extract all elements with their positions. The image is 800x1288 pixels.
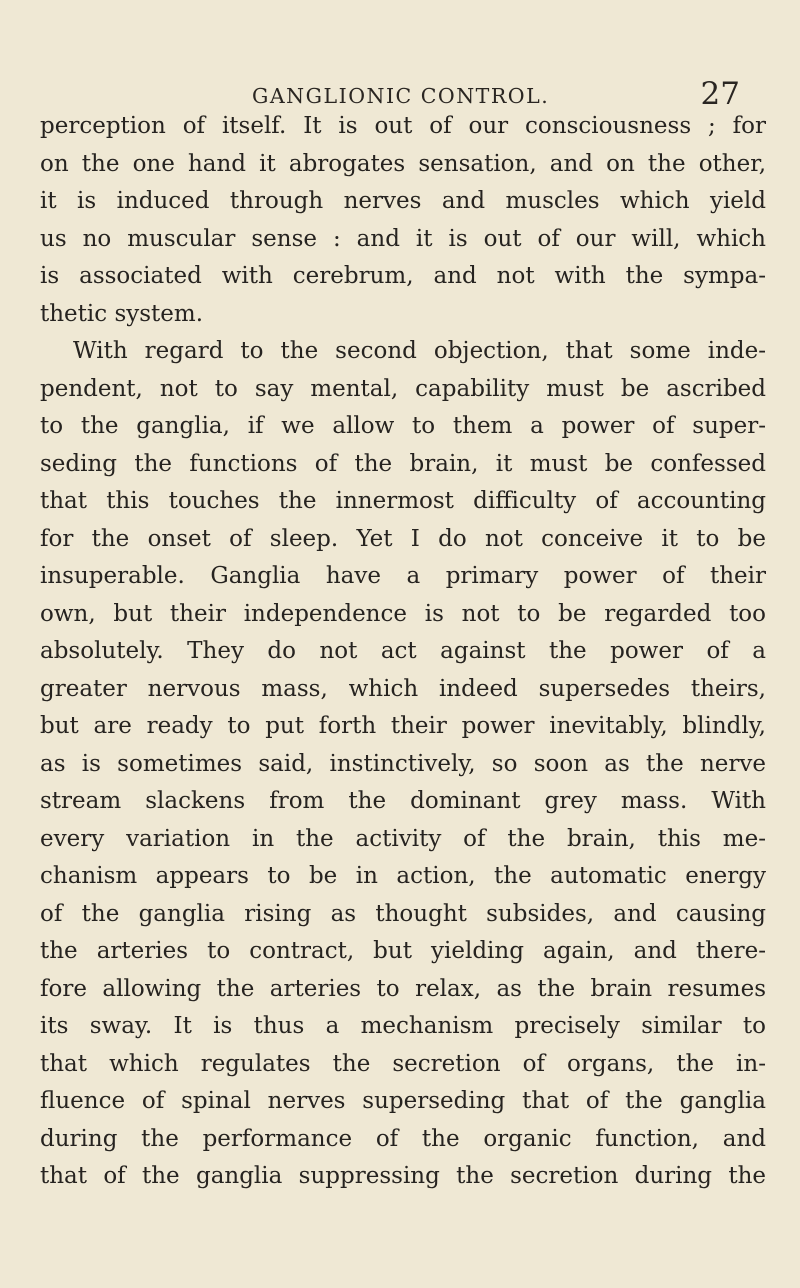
text-line: fore allowing the arteries to relax, as the brain resumes <box>40 975 766 1002</box>
text-line: as is sometimes said, instinctively, so soon as the nerve <box>40 750 766 777</box>
text-line: seding the functions of the brain, it must be confessed <box>40 450 766 477</box>
body-text <box>40 108 766 1196</box>
text-line: greater nervous mass, which indeed supersedes theirs, <box>40 675 766 702</box>
text-line: that which regulates the secretion of organs, the in- <box>40 1050 766 1077</box>
text-line: thetic system. <box>40 300 204 327</box>
text-line: perception of itself. It is out of our consciousness ; for <box>40 113 766 139</box>
text-line: of the ganglia rising as thought subsides, and causing <box>40 900 766 927</box>
text-line: but are ready to put forth their power inevitably, blindly, <box>40 713 766 739</box>
text-line: that this touches the innermost difficulty of accounting <box>40 488 766 514</box>
text-line: insuperable. Ganglia have a primary power of their <box>40 563 766 589</box>
text-line: absolutely. They do not act against the power of a <box>40 638 766 664</box>
text-line: chanism appears to be in action, the automatic energy <box>40 863 766 889</box>
paragraph-start-line: With regard to the second objection, that some inde- <box>73 338 766 364</box>
text-line: us no muscular sense : and it is out of our will, which <box>40 225 766 252</box>
text-line: to the ganglia, if we allow to them a power of super- <box>40 413 766 439</box>
text-line: its sway. It is thus a mechanism precisely similar to <box>40 1013 766 1039</box>
page-number: 27 <box>700 76 740 112</box>
text-line: own, but their independence is not to be regarded too <box>40 600 766 627</box>
text-line: fluence of spinal nerves superseding that of the ganglia <box>40 1088 766 1114</box>
running-head <box>0 74 800 110</box>
text-line: pendent, not to say mental, capability must be ascribed <box>40 375 766 402</box>
text-line: every variation in the activity of the brain, this me- <box>40 825 766 852</box>
text-line: on the one hand it abrogates sensation, and on the other, <box>40 150 766 177</box>
text-line: that of the ganglia suppressing the secretion during the <box>40 1163 766 1189</box>
text-line: during the performance of the organic function, and <box>40 1125 766 1152</box>
text-line: stream slackens from the dominant grey mass. With <box>40 788 766 814</box>
running-title: GANGLIONIC CONTROL. <box>252 84 550 108</box>
text-line: is associated with cerebrum, and not with the sympa- <box>40 263 766 289</box>
text-line: it is induced through nerves and muscles which yield <box>40 188 766 214</box>
text-line: for the onset of sleep. Yet I do not conceive it to be <box>40 525 766 552</box>
text-line: the arteries to contract, but yielding again, and there- <box>40 938 766 964</box>
